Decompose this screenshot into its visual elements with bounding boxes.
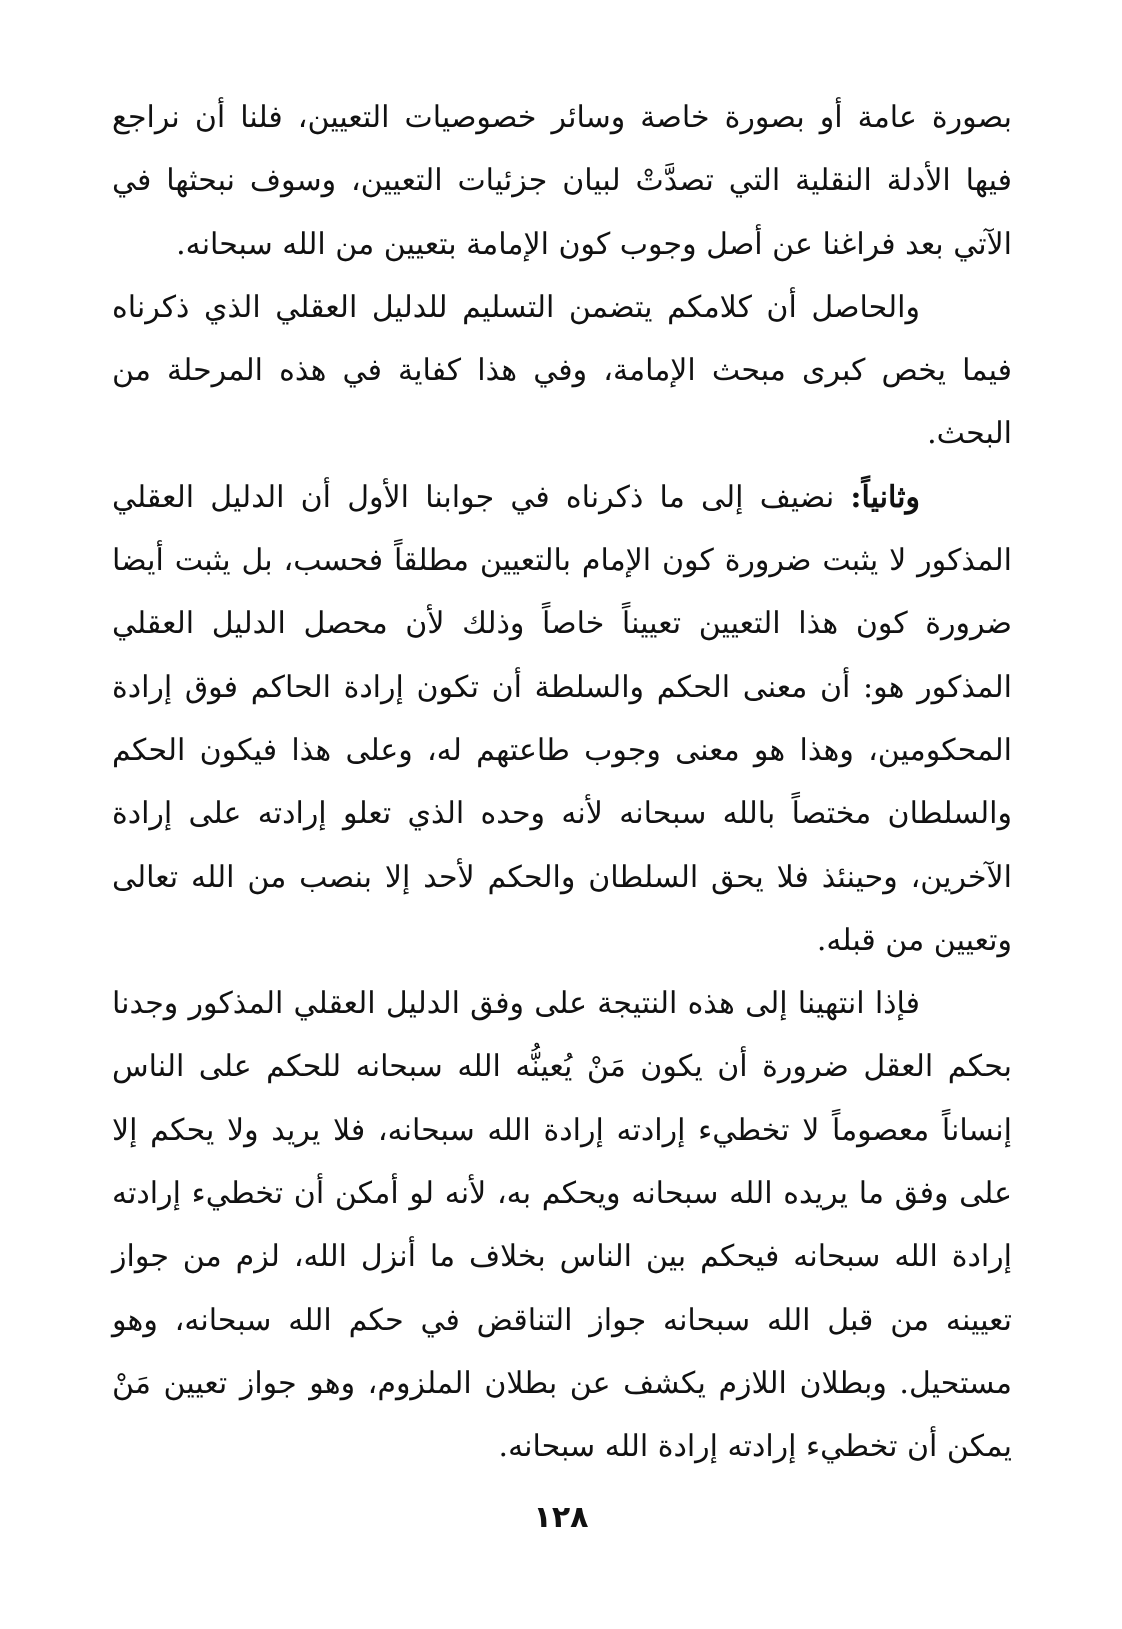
- paragraph-2: [112, 276, 1012, 466]
- paragraph-1: [112, 86, 1012, 276]
- paragraph-3: [112, 466, 1012, 972]
- paragraph-4-text: فإذا انتهينا إلى هذه النتيجة على وفق الدليل العقلي المذكور وجدنا بحكم العقل ضرورة أن يكون مَنْ يُعينُّه الله سبحانه للحكم على الناس إنساناً معصوماً لا تخطيء إرادته إرادة الله سبحانه، فلا يريد ولا يحكم إلا على وفق ما يريده الله سبحانه ويحكم به، لأنه لو أمكن أن تخطيء إرادته إرادة الله سبحانه فيحكم بين الناس بخلاف ما أنزل الله، لزم من جواز تعيينه من قبل الله سبحانه جواز التناقض في حكم الله سبحانه، وهو مستحيل. وبطلان اللازم يكشف عن بطلان الملزوم، وهو جواز تعيين مَنْ يمكن أن تخطيء إرادته إرادة الله سبحانه.: [112, 986, 1012, 1465]
- paragraph-3-lead: وثانياً:: [850, 479, 920, 515]
- page-number: ١٢٨: [533, 1500, 589, 1535]
- paragraph-4: [112, 972, 1012, 1478]
- paragraph-3-text: نضيف إلى ما ذكرناه في جوابنا الأول أن الدليل العقلي المذكور لا يثبت ضرورة كون الإمام بالتعيين مطلقاً فحسب، بل يثبت أيضا ضرورة كون هذا التعيين تعييناً خاصاً وذلك لأن محصل الدليل العقلي المذكور هو: أن معنى الحكم والسلطة أن تكون إرادة الحاكم فوق إرادة المحكومين، وهذا هو معنى وجوب طاعتهم له، وعلى هذا فيكون الحكم والسلطان مختصاً بالله سبحانه لأنه وحده الذي تعلو إرادته على إرادة الآخرين، وحينئذ فلا يحق السلطان والحكم لأحد إلا بنصب من الله تعالى وتعيين من قبله.: [112, 479, 1012, 958]
- page-body: [112, 86, 1012, 1479]
- paragraph-1-text: بصورة عامة أو بصورة خاصة وسائر خصوصيات التعيين، فلنا أن نراجع فيها الأدلة النقلية التي تصدَّتْ لبيان جزئيات التعيين، وسوف نبحثها في الآتي بعد فراغنا عن أصل وجوب كون الإمامة بتعيين من الله سبحانه.: [112, 100, 1012, 262]
- paragraph-2-text: والحاصل أن كلامكم يتضمن التسليم للدليل العقلي الذي ذكرناه فيما يخص كبرى مبحث الإمامة، وفي هذا كفاية في هذه المرحلة من البحث.: [112, 289, 1012, 452]
